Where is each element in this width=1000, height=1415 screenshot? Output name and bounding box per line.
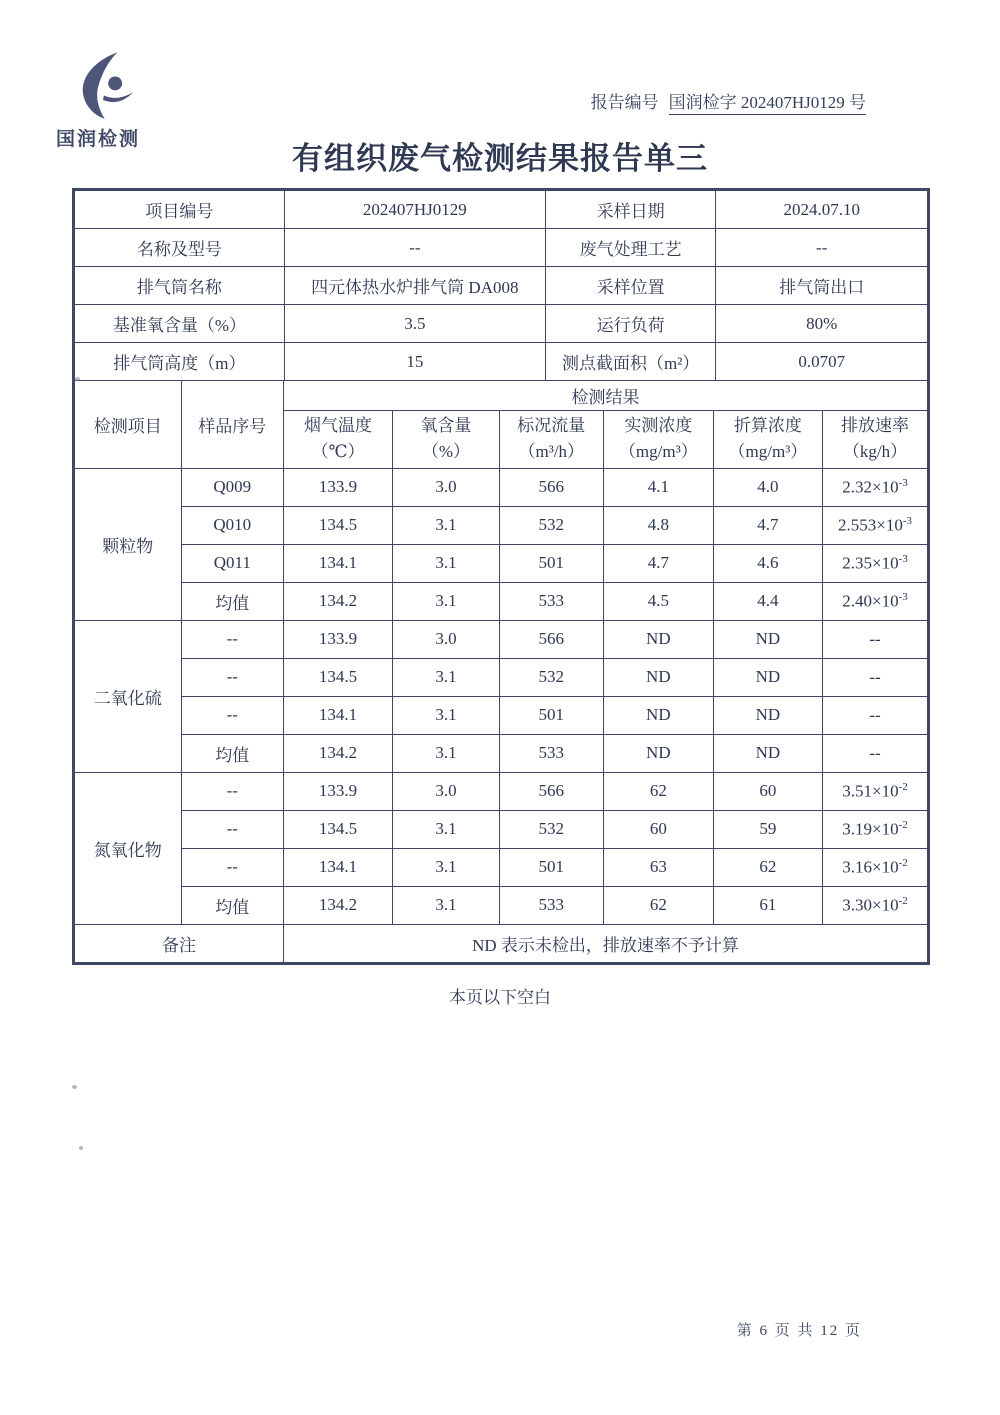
table-row <box>75 658 928 696</box>
cell-converted: ND <box>713 620 822 658</box>
cell-flow: 533 <box>499 582 603 620</box>
info-label: 项目编号 <box>75 191 285 229</box>
cell-oxygen: 3.0 <box>393 772 500 810</box>
cell-oxygen: 3.0 <box>393 620 500 658</box>
cell-converted: 60 <box>713 772 822 810</box>
remark-row <box>75 924 928 962</box>
report-table <box>72 188 930 965</box>
info-label: 排气筒高度（m） <box>75 343 285 381</box>
cell-measured: ND <box>603 658 713 696</box>
cell-measured: ND <box>603 696 713 734</box>
cell-flow: 532 <box>499 506 603 544</box>
cell-flow: 566 <box>499 620 603 658</box>
cell-rate: $3.30\times 10^{-2}$ <box>823 886 928 924</box>
cell-measured: 4.1 <box>603 468 713 506</box>
cell-flow: 533 <box>499 734 603 772</box>
sample-id: -- <box>181 810 283 848</box>
report-number-line <box>591 88 866 113</box>
cell-rate: $2.553\times 10^{-3}$ <box>823 506 928 544</box>
sample-id: 均值 <box>181 886 283 924</box>
cell-rate: $3.19\times 10^{-2}$ <box>823 810 928 848</box>
cell-converted: 59 <box>713 810 822 848</box>
info-value: 80% <box>716 305 928 343</box>
info-label: 采样位置 <box>545 267 716 305</box>
cell-measured: 4.7 <box>603 544 713 582</box>
cell-converted: ND <box>713 658 822 696</box>
table-row <box>75 468 928 506</box>
sample-column-header: 样品序号 <box>181 381 283 468</box>
sample-id: Q010 <box>181 506 283 544</box>
analyte-label: 二氧化硫 <box>75 620 182 772</box>
cell-flue-temp: 134.5 <box>283 506 392 544</box>
info-row <box>75 343 928 381</box>
cell-converted: ND <box>713 696 822 734</box>
cell-converted: 61 <box>713 886 822 924</box>
info-value: 0.0707 <box>716 343 928 381</box>
cell-rate: -- <box>823 620 928 658</box>
cell-flue-temp: 134.2 <box>283 886 392 924</box>
info-value: 15 <box>284 343 545 381</box>
table-row <box>75 772 928 810</box>
report-number-label: 报告编号 <box>590 93 659 112</box>
cell-rate: $3.16\times 10^{-2}$ <box>823 848 928 886</box>
results-header-row <box>75 381 928 411</box>
cell-oxygen: 3.1 <box>393 506 500 544</box>
cell-flue-temp: 134.5 <box>283 658 392 696</box>
cell-oxygen: 3.1 <box>393 544 500 582</box>
cell-measured: 60 <box>603 810 713 848</box>
results-group-header: 检测结果 <box>283 381 927 411</box>
cell-rate: -- <box>823 734 928 772</box>
info-label: 基准氧含量（%） <box>75 305 285 343</box>
column-header-emission-rate: 排放速率 （kg/h） <box>823 411 928 469</box>
info-value: -- <box>284 229 545 267</box>
analyte-label: 氮氧化物 <box>75 772 182 924</box>
info-label: 测点截面积（m²） <box>545 343 716 381</box>
sample-id: 均值 <box>181 734 283 772</box>
cell-rate: $2.32\times 10^{-3}$ <box>823 468 928 506</box>
cell-measured: 4.8 <box>603 506 713 544</box>
column-header-converted-conc: 折算浓度 （mg/m³） <box>713 411 822 469</box>
cell-flow: 501 <box>499 544 603 582</box>
column-header-measured-conc: 实测浓度 （mg/m³） <box>603 411 713 469</box>
cell-flue-temp: 133.9 <box>283 468 392 506</box>
cell-oxygen: 3.1 <box>393 886 500 924</box>
info-value: -- <box>716 229 928 267</box>
info-value: 202407HJ0129 <box>284 191 545 229</box>
report-number-value: 国润检字 202407HJ0129 号 <box>669 93 866 115</box>
item-column-header: 检测项目 <box>75 381 182 468</box>
cell-flow: 566 <box>499 468 603 506</box>
cell-flue-temp: 134.1 <box>283 544 392 582</box>
cell-rate: -- <box>823 696 928 734</box>
cell-measured: 62 <box>603 772 713 810</box>
remark-text: ND 表示未检出，排放速率不予计算 <box>283 924 927 962</box>
cell-flue-temp: 133.9 <box>283 772 392 810</box>
table-row <box>75 582 928 620</box>
info-row <box>75 305 928 343</box>
results-table <box>74 381 928 963</box>
cell-converted: 4.6 <box>713 544 822 582</box>
analyte-label: 颗粒物 <box>75 468 182 620</box>
scan-speck <box>75 377 80 381</box>
cell-flue-temp: 134.2 <box>283 734 392 772</box>
cell-flow: 501 <box>499 848 603 886</box>
cell-converted: 4.7 <box>713 506 822 544</box>
sample-id: -- <box>181 772 283 810</box>
cell-flue-temp: 134.5 <box>283 810 392 848</box>
cell-rate: $2.40\times 10^{-3}$ <box>823 582 928 620</box>
table-row <box>75 886 928 924</box>
column-header-flue-temp: 烟气温度 （℃） <box>283 411 392 469</box>
cell-measured: 62 <box>603 886 713 924</box>
cell-measured: ND <box>603 620 713 658</box>
info-value: 3.5 <box>284 305 545 343</box>
info-label: 名称及型号 <box>75 229 285 267</box>
info-label: 采样日期 <box>545 191 716 229</box>
table-row <box>75 506 928 544</box>
cell-flue-temp: 133.9 <box>283 620 392 658</box>
sample-id: Q009 <box>181 468 283 506</box>
info-label: 废气处理工艺 <box>545 229 716 267</box>
cell-measured: 63 <box>603 848 713 886</box>
cell-oxygen: 3.1 <box>393 658 500 696</box>
cell-oxygen: 3.1 <box>393 848 500 886</box>
cell-converted: ND <box>713 734 822 772</box>
cell-flow: 533 <box>499 886 603 924</box>
cell-measured: ND <box>603 734 713 772</box>
info-label: 运行负荷 <box>545 305 716 343</box>
remark-label: 备注 <box>75 924 284 962</box>
cell-converted: 4.0 <box>713 468 822 506</box>
cell-rate: $3.51\times 10^{-2}$ <box>823 772 928 810</box>
cell-flow: 566 <box>499 772 603 810</box>
cell-measured: 4.5 <box>603 582 713 620</box>
sample-id: -- <box>181 620 283 658</box>
cell-flue-temp: 134.2 <box>283 582 392 620</box>
logo-swoosh-icon <box>64 50 142 122</box>
cell-rate: $2.35\times 10^{-3}$ <box>823 544 928 582</box>
page-number: 第 6 页 共 12 页 <box>736 1323 862 1339</box>
cell-oxygen: 3.0 <box>393 468 500 506</box>
info-row <box>75 267 928 305</box>
info-value: 2024.07.10 <box>716 191 928 229</box>
cell-flow: 532 <box>499 810 603 848</box>
table-row <box>75 696 928 734</box>
sample-id: -- <box>181 848 283 886</box>
cell-converted: 62 <box>713 848 822 886</box>
info-value: 排气筒出口 <box>716 267 928 305</box>
scan-speck <box>72 1085 77 1089</box>
info-table <box>74 190 928 381</box>
table-row <box>75 544 928 582</box>
logo-text: 国润检测 <box>56 129 141 150</box>
sample-id: -- <box>181 658 283 696</box>
cell-oxygen: 3.1 <box>393 810 500 848</box>
table-row <box>75 810 928 848</box>
info-row <box>75 229 928 267</box>
page-title: 有组织废气检测结果报告单三 <box>292 141 708 176</box>
cell-converted: 4.4 <box>713 582 822 620</box>
info-row <box>75 191 928 229</box>
cell-rate: -- <box>823 658 928 696</box>
column-header-oxygen: 氧含量 （%） <box>393 411 500 469</box>
table-row <box>75 734 928 772</box>
table-row <box>75 848 928 886</box>
blank-below-note: 本页以下空白 <box>449 988 551 1007</box>
cell-oxygen: 3.1 <box>393 696 500 734</box>
scan-speck <box>79 1146 83 1150</box>
info-label: 排气筒名称 <box>75 267 285 305</box>
cell-flow: 532 <box>499 658 603 696</box>
cell-flow: 501 <box>499 696 603 734</box>
info-value: 四元体热水炉排气筒 DA008 <box>284 267 545 305</box>
sample-id: -- <box>181 696 283 734</box>
sample-id: 均值 <box>181 582 283 620</box>
cell-flue-temp: 134.1 <box>283 848 392 886</box>
cell-oxygen: 3.1 <box>393 734 500 772</box>
sample-id: Q011 <box>181 544 283 582</box>
column-header-flow: 标况流量 （m³/h） <box>499 411 603 469</box>
cell-oxygen: 3.1 <box>393 582 500 620</box>
cell-flue-temp: 134.1 <box>283 696 392 734</box>
table-row <box>75 620 928 658</box>
